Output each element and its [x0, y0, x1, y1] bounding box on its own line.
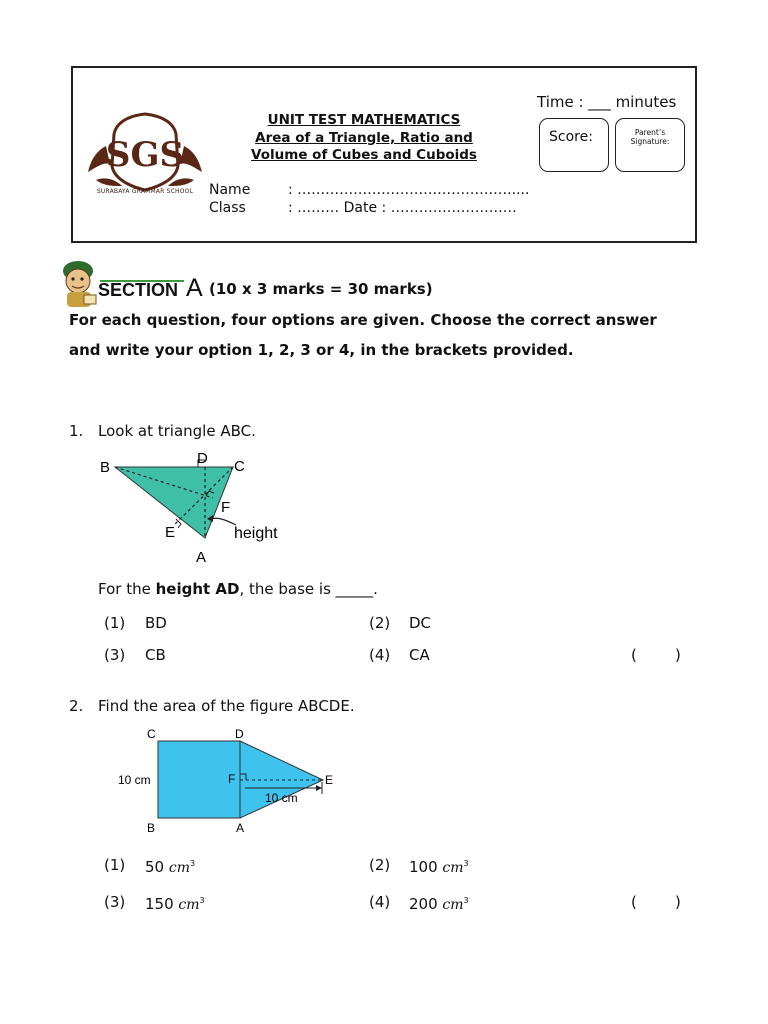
logo-caption: SURABAYA GRAMMAR SCHOOL — [96, 188, 194, 195]
q2-number: 2. — [69, 697, 84, 715]
q2-option-1[interactable]: 50 $cm^3$ — [145, 858, 196, 876]
label-height: height — [234, 525, 278, 542]
section-letter: A — [186, 274, 203, 302]
section-instructions: For each question, four options are given. Choose the correct answer and write your option 1, 2, 3 or 4, in the brackets provided. — [69, 311, 657, 359]
q2-answer-bracket[interactable]: ( ) — [631, 893, 681, 911]
q1-number: 1. — [69, 422, 84, 440]
q1-prompt-bold: height AD — [155, 580, 240, 598]
q1-option-4-number: (4) — [369, 646, 391, 664]
logo-letters: SGS — [105, 135, 185, 175]
label-b: B — [147, 821, 156, 835]
q1-option-1-number: (1) — [104, 614, 126, 632]
q1-option-2-number: (2) — [369, 614, 391, 632]
label-e: E — [165, 524, 176, 541]
q1-option-4[interactable]: CA — [409, 646, 430, 664]
test-title: UNIT TEST MATHEMATICS — [267, 112, 461, 128]
triangle-abc-figure — [96, 447, 290, 567]
label-a: A — [236, 821, 245, 835]
figure-abcde — [114, 724, 340, 836]
name-field[interactable]: : ………………………………………..... — [288, 182, 530, 198]
q1-answer-bracket[interactable]: ( ) — [631, 646, 681, 664]
signature-label — [616, 128, 684, 146]
class-date-field[interactable]: : ……… Date : ……………………… — [288, 200, 517, 216]
label-a: A — [196, 549, 207, 566]
label-e: E — [325, 773, 334, 787]
label-fe-length: 10 cm — [265, 791, 298, 805]
label-c: C — [147, 727, 156, 741]
name-label: Name — [209, 182, 251, 198]
q1-option-1[interactable]: BD — [145, 614, 167, 632]
q1-option-3-number: (3) — [104, 646, 126, 664]
class-label: Class — [209, 200, 246, 216]
q2-option-2[interactable]: 100 $cm^3$ — [409, 858, 469, 876]
q1-prompt: For the height AD, the base is _____. — [98, 580, 378, 598]
label-side-length: 10 cm — [118, 773, 151, 787]
cartoon-student-icon — [58, 259, 102, 309]
signature-label-line-1: Parent’s — [634, 128, 666, 137]
label-f: F — [221, 499, 231, 516]
signature-label-line-2: Signature: — [630, 137, 670, 146]
label-d: D — [235, 727, 244, 741]
q2-option-3[interactable]: 150 $cm^3$ — [145, 895, 205, 913]
q2-option-4[interactable]: 200 $cm^3$ — [409, 895, 469, 913]
test-subtitle-1: Area of a Triangle, Ratio and — [255, 130, 473, 146]
q1-option-2[interactable]: DC — [409, 614, 432, 632]
q2-option-3-number: (3) — [104, 893, 126, 911]
score-box — [539, 118, 609, 172]
score-label: Score: — [549, 129, 593, 145]
q2-option-2-number: (2) — [369, 856, 391, 874]
q2-option-4-number: (4) — [369, 893, 391, 911]
label-d: D — [197, 450, 208, 467]
label-f: F — [228, 772, 236, 786]
q2-text: Find the area of the figure ABCDE. — [98, 697, 355, 715]
q1-text: Look at triangle ABC. — [98, 422, 256, 440]
q2-option-1-number: (1) — [104, 856, 126, 874]
test-subtitle-2: Volume of Cubes and Cuboids — [251, 147, 477, 163]
section-heading: SECTION — [98, 280, 179, 300]
label-c: C — [234, 458, 245, 475]
section-marks: (10 x 3 marks = 30 marks) — [209, 280, 433, 298]
time-field: Time : ___ minutes — [537, 93, 677, 111]
q1-option-3[interactable]: CB — [145, 646, 166, 664]
label-b: B — [100, 459, 111, 476]
